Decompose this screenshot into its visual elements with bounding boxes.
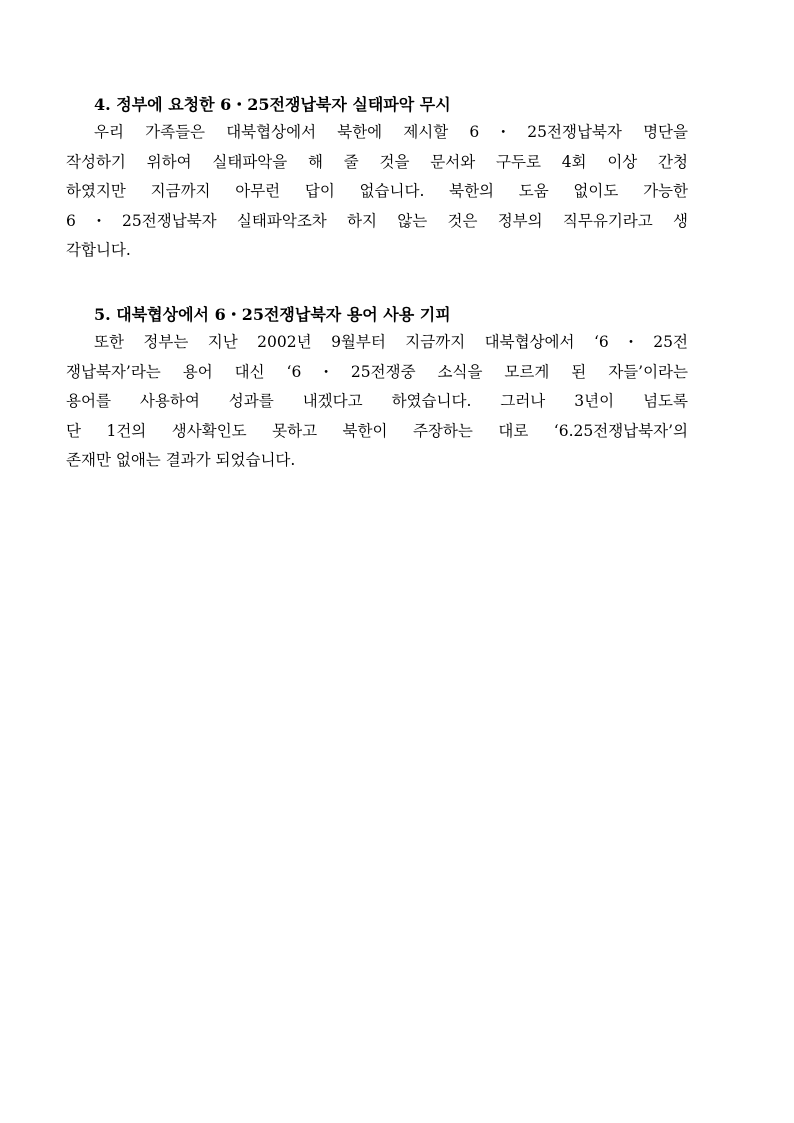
paragraph-line: 또한 정부는 지난 2002년 9월부터 지금까지 대북협상에서 ‘6・25전	[94, 333, 688, 351]
section-heading: 5. 대북협상에서 6・25전쟁납북자 용어 사용 기피	[94, 305, 451, 324]
paragraph-line: 각합니다.	[66, 241, 131, 259]
section-4	[66, 92, 688, 266]
paragraph-line: 하였지만 지금까지 아무런 답이 없습니다. 북한의 도움 없이도 가능한	[66, 182, 688, 200]
section-paragraph	[66, 328, 688, 476]
section-paragraph	[66, 118, 688, 266]
paragraph-line: 단 1건의 생사확인도 못하고 북한이 주장하는 대로 ‘6.25전쟁납북자’의	[66, 421, 688, 440]
paragraph-line: 존재만 없애는 결과가 되었습니다.	[66, 451, 296, 469]
section-5	[66, 302, 688, 476]
paragraph-line: 6・25전쟁납북자 실태파악조차 하지 않는 것은 정부의 직무유기라고 생	[66, 211, 688, 230]
section-heading: 4. 정부에 요청한 6・25전쟁납북자 실태파악 무시	[94, 95, 451, 114]
paragraph-line: 용어를 사용하여 성과를 내겠다고 하였습니다. 그러나 3년이 넘도록	[66, 392, 688, 410]
paragraph-line: 작성하기 위하여 실태파악을 해 줄 것을 문서와 구두로 4회 이상 간청	[66, 152, 688, 171]
paragraph-line: 우리 가족들은 대북협상에서 북한에 제시할 6・25전쟁납북자 명단을	[94, 123, 688, 141]
paragraph-line: 쟁납북자’라는 용어 대신 ‘6・25전쟁중 소식을 모르게 된 자들’이라는	[66, 362, 688, 381]
